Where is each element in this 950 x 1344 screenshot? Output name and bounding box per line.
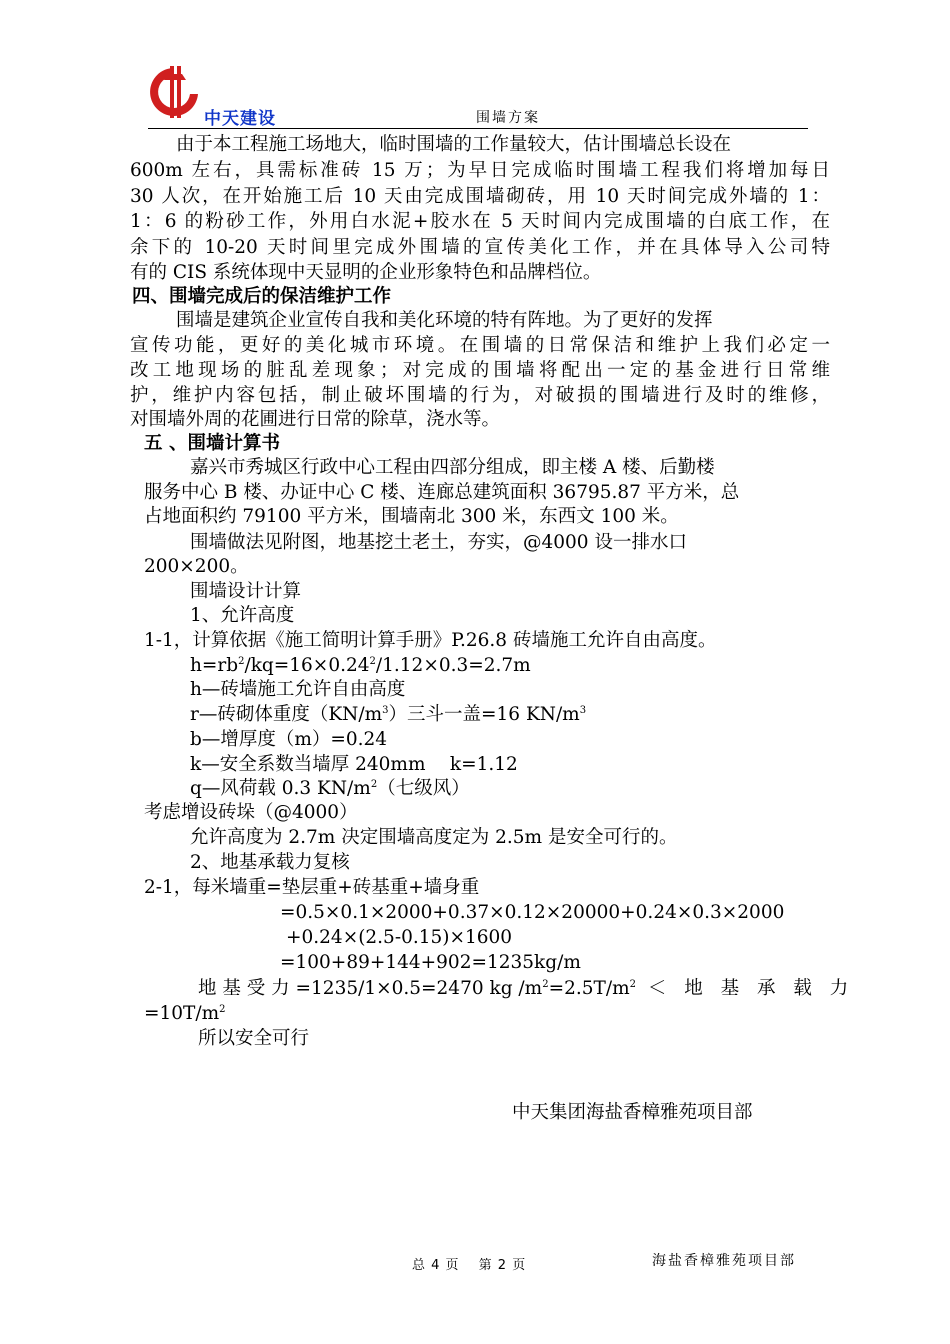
paragraph-line: 改工地现场的脏乱差现象；对完成的围墙将配出一定的基金进行日常维 bbox=[130, 360, 830, 381]
section-heading: 四、围墙完成后的保洁维护工作 bbox=[132, 286, 392, 307]
conclusion-line: 所以安全可行 bbox=[198, 1028, 310, 1049]
paragraph-line: 围墙设计计算 bbox=[190, 581, 302, 602]
definition-line: h—砖墙施工允许自由高度 bbox=[190, 679, 406, 700]
paragraph-line: 宣传功能，更好的美化城市环境。在围墙的日常保洁和维护上我们必定一 bbox=[130, 335, 830, 356]
superscript: 3 bbox=[579, 705, 587, 716]
bearing-part: =2.5T/m bbox=[548, 978, 630, 999]
zhongtian-logo-icon bbox=[146, 64, 202, 120]
paragraph-line: 30 人次，在开始施工后 10 天由完成围墙砌砖，用 10 天时间完成外墙的 1： bbox=[130, 186, 830, 207]
paragraph-line: 1、允许高度 bbox=[190, 605, 295, 626]
paragraph-line: 600m 左右，具需标准砖 15 万；为早日完成临时围墙工程我们将增加每日 bbox=[130, 160, 830, 181]
superscript: 3 bbox=[382, 705, 389, 716]
definition-part: ）三斗一盖=16 KN/m bbox=[388, 704, 580, 725]
superscript: 2 bbox=[238, 656, 245, 667]
calc-line: +0.24×(2.5-0.15)×1600 bbox=[286, 927, 513, 948]
paragraph-line: 占地面积约 79100 平方米，围墙南北 300 米，东西文 100 米。 bbox=[144, 506, 679, 527]
bearing-part: ＜ 地 基 承 载 力 bbox=[636, 978, 855, 999]
company-logo-text: 中天建设 bbox=[204, 109, 276, 129]
page-number: 总 4 页 第 2 页 bbox=[412, 1258, 527, 1273]
footer-org: 海盐香樟雅苑项目部 bbox=[652, 1253, 796, 1269]
paragraph-line: 有的 CIS 系统体现中天显明的企业形象特色和品牌档位。 bbox=[130, 262, 602, 283]
paragraph-line: 2-1，每米墙重=垫层重+砖基重+墙身重 bbox=[144, 877, 480, 898]
definition-line bbox=[190, 776, 470, 802]
definition-part: q—风荷载 0.3 KN/m bbox=[190, 778, 371, 799]
calc-line: =0.5×0.1×2000+0.37×0.12×20000+0.24×0.3×2000 bbox=[280, 902, 785, 923]
signature: 中天集团海盐香樟雅苑项目部 bbox=[512, 1102, 753, 1123]
formula-line bbox=[190, 653, 531, 679]
calc-line: =100+89+144+902=1235kg/m bbox=[280, 952, 581, 973]
definition-line: b—增厚度（m）=0.24 bbox=[190, 729, 388, 750]
bearing-part: 地 基 受 力 =1235/1×0.5=2470 kg /m bbox=[198, 978, 543, 999]
paragraph-line: 考虑增设砖垛（@4000） bbox=[144, 802, 358, 823]
paragraph-line: 1：6 的粉砂工作，外用白水泥+胶水在 5 天时间内完成围墙的白底工作，在 bbox=[130, 211, 830, 232]
definition-part: r—砖砌体重度（KN/m bbox=[190, 704, 383, 725]
formula-part: /kq=16×0.24 bbox=[244, 655, 370, 676]
document-title: 围墙方案 bbox=[476, 110, 540, 126]
formula-part: /1.12×0.3=2.7m bbox=[375, 655, 531, 676]
paragraph-line: 围墙做法见附图，地基挖土老土，夯实，@4000 设一排水口 bbox=[190, 532, 687, 553]
superscript: 2 bbox=[629, 979, 636, 990]
paragraph-line: 1-1，计算依据《施工简明计算手册》P.26.8 砖墙施工允许自由高度。 bbox=[144, 630, 717, 651]
superscript: 2 bbox=[369, 656, 376, 667]
page-header bbox=[0, 0, 950, 130]
superscript: 2 bbox=[219, 1004, 226, 1015]
bearing-line bbox=[144, 1001, 226, 1027]
paragraph-line: 服务中心 B 楼、办证中心 C 楼、连廊总建筑面积 36795.87 平方米，总 bbox=[144, 482, 740, 503]
paragraph-line: 由于本工程施工场地大，临时围墙的工作量较大，估计围墙总长设在 bbox=[176, 134, 732, 155]
paragraph-line: 护，维护内容包括，制止破坏围墙的行为，对破损的围墙进行及时的维修， bbox=[130, 385, 830, 406]
paragraph-line: 余下的 10-20 天时间里完成外围墙的宣传美化工作，并在具体导入公司特 bbox=[130, 237, 830, 258]
bearing-part: =10T/m bbox=[144, 1003, 220, 1024]
definition-line bbox=[190, 702, 586, 728]
paragraph-line: 对围墙外周的花圃进行日常的除草，浇水等。 bbox=[130, 409, 501, 430]
superscript: 2 bbox=[542, 979, 549, 990]
paragraph-line: 围墙是建筑企业宣传自我和美化环境的特有阵地。为了更好的发挥 bbox=[176, 310, 713, 331]
header-divider bbox=[148, 128, 808, 129]
superscript: 2 bbox=[370, 779, 378, 790]
section-heading: 五 、围墙计算书 bbox=[144, 433, 280, 454]
paragraph-line: 200×200。 bbox=[144, 556, 249, 577]
paragraph-line: 2、地基承载力复核 bbox=[190, 852, 350, 873]
paragraph-line: 嘉兴市秀城区行政中心工程由四部分组成，即主楼 A 楼、后勤楼 bbox=[190, 457, 715, 478]
formula-part: h=rb bbox=[190, 655, 239, 676]
bearing-line bbox=[198, 976, 854, 1002]
paragraph-line: 允许高度为 2.7m 决定围墙高度定为 2.5m 是安全可行的。 bbox=[190, 827, 678, 848]
definition-line: k—安全系数当墙厚 240mm k=1.12 bbox=[190, 754, 518, 775]
definition-part: （七级风） bbox=[377, 778, 470, 799]
